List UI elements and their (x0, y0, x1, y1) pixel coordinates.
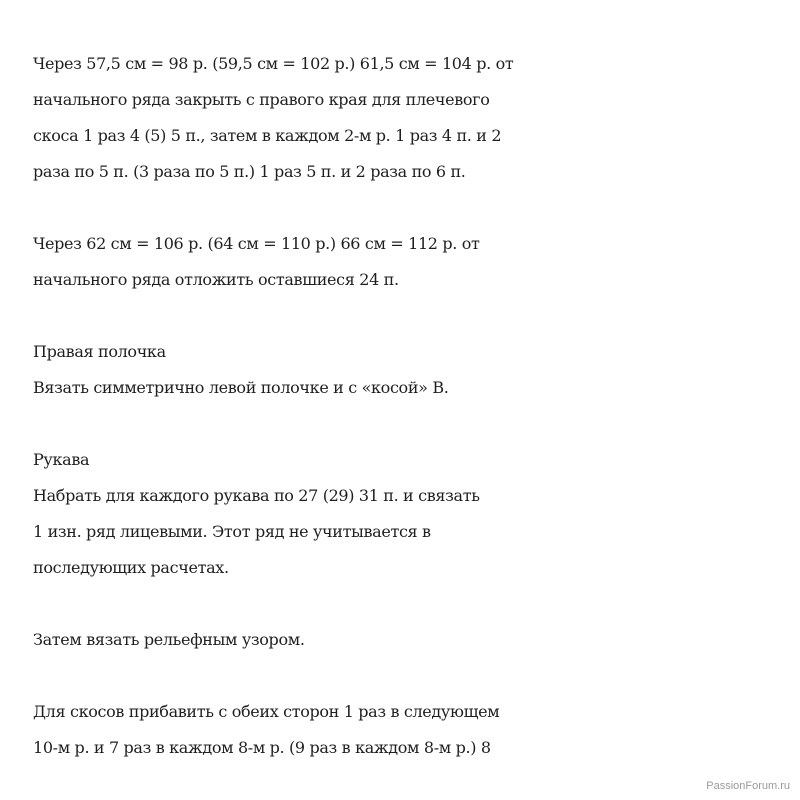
watermark: PassionForum.ru (706, 780, 790, 792)
text-line: Затем вязать рельефным узором. (33, 630, 305, 649)
text-line: раза по 5 п. (3 раза по 5 п.) 1 раз 5 п. и 2 раза по 6 п. (33, 162, 466, 181)
text-line: Через 57,5 см = 98 р. (59,5 см = 102 р.) 61,5 см = 104 р. от (33, 54, 514, 73)
text-line: начального ряда отложить оставшиеся 24 п. (33, 270, 399, 289)
paragraph-gap (33, 586, 793, 622)
text-line: Вязать симметрично левой полочке и с «косой» В. (33, 378, 449, 397)
section-heading: Правая полочка (33, 342, 166, 361)
text-line: Через 62 см = 106 р. (64 см = 110 р.) 66 см = 112 р. от (33, 234, 480, 253)
paragraph-sleeve-increases (33, 694, 793, 766)
document-body (33, 46, 793, 766)
section-sleeves (33, 442, 793, 586)
paragraph-gap (33, 406, 793, 442)
paragraph-relief-pattern (33, 622, 793, 658)
text-line: Набрать для каждого рукава по 27 (29) 31 п. и связать (33, 486, 480, 505)
text-line: последующих расчетах. (33, 558, 229, 577)
text-line: скоса 1 раз 4 (5) 5 п., затем в каждом 2-м р. 1 раз 4 п. и 2 (33, 126, 502, 145)
section-heading: Рукава (33, 450, 90, 469)
text-line: Для скосов прибавить с обеих сторон 1 раз в следующем (33, 702, 500, 721)
paragraph-gap (33, 658, 793, 694)
paragraph-remaining-stitches (33, 226, 793, 298)
text-line: 1 изн. ряд лицевыми. Этот ряд не учитывается в (33, 522, 431, 541)
paragraph-shoulder-bevel (33, 46, 793, 190)
paragraph-gap (33, 190, 793, 226)
section-right-front (33, 334, 793, 406)
text-line: начального ряда закрыть с правого края для плечевого (33, 90, 490, 109)
paragraph-gap (33, 298, 793, 334)
text-line: 10-м р. и 7 раз в каждом 8-м р. (9 раз в каждом 8-м р.) 8 (33, 738, 491, 757)
